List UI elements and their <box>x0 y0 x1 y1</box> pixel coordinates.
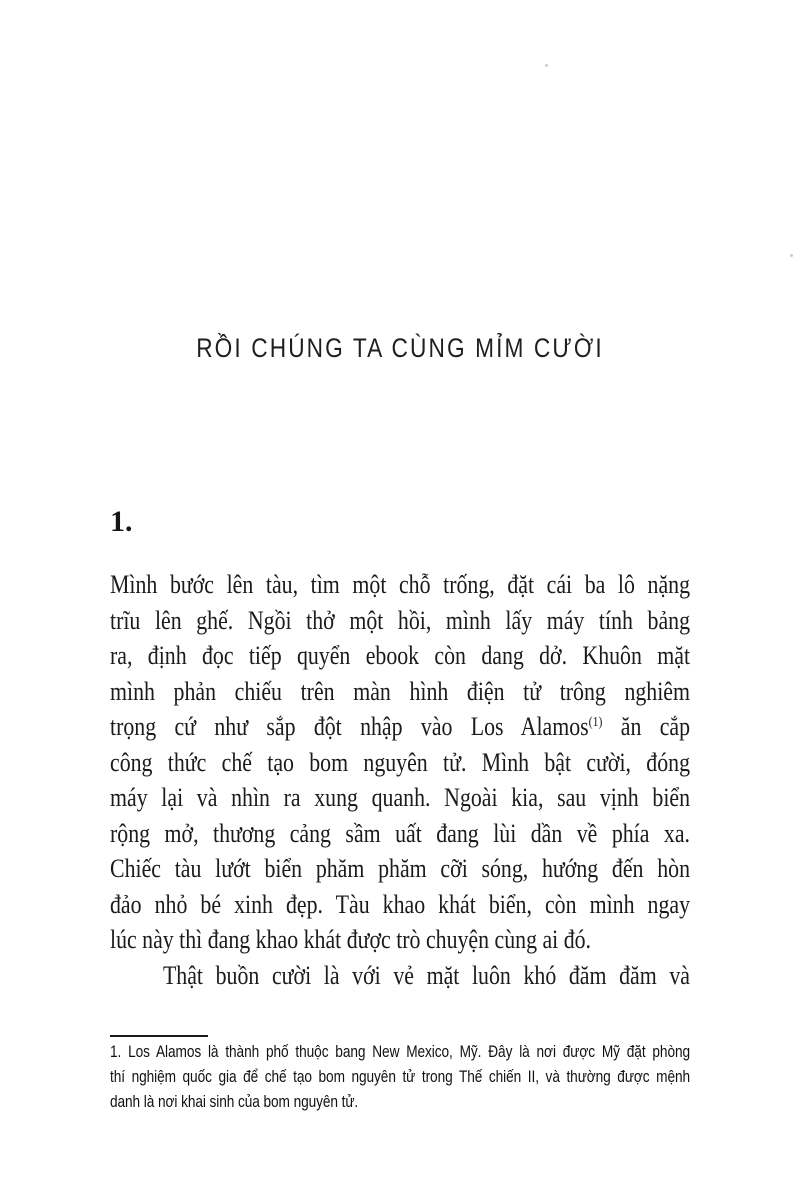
body-text-line: Chiếc tàu lướt biển phăm phăm cỡi sóng, hướng đến hòn <box>110 854 691 883</box>
scan-artifact-dot <box>790 254 793 257</box>
footnote-separator <box>110 1035 208 1037</box>
footnote-line: danh là nơi khai sinh của bom nguyên tử. <box>110 1093 359 1111</box>
scan-artifact-dot <box>545 64 548 67</box>
body-text-line: công thức chế tạo bom nguyên tử. Mình bật cười, đóng <box>110 747 691 777</box>
footnote-reference-marker: (1) <box>588 715 603 730</box>
footnote-line: 1. Los Alamos là thành phố thuộc bang New Mexico, Mỹ. Đây là nơi được Mỹ đặt phòng <box>110 1043 691 1061</box>
body-text-line: trĩu lên ghế. Ngồi thở một hồi, mình lấy máy tính bảng <box>110 605 691 635</box>
footnote-line: thí nghiệm quốc gia để chế tạo bom nguyên tử trong Thế chiến II, và thường được mệnh <box>110 1068 691 1086</box>
section-number: 1. <box>110 505 133 538</box>
body-text-line-paragraph-start: Thật buồn cười là với vẻ mặt luôn khó đăm đăm và <box>162 960 691 990</box>
body-text-line: đảo nhỏ bé xinh đẹp. Tàu khao khát biển, còn mình ngay <box>110 889 691 919</box>
body-text <box>110 567 800 993</box>
chapter-title: RỒI CHÚNG TA CÙNG MỈM CƯỜI <box>196 333 604 363</box>
body-text-line: mình phản chiếu trên màn hình điện tử trông nghiêm <box>110 676 691 706</box>
body-text-line: máy lại và nhìn ra xung quanh. Ngoài kia, sau vịnh biển <box>110 783 691 812</box>
body-text-line-with-footnote-ref <box>110 709 690 745</box>
body-text-line: rộng mở, thương cảng sầm uất đang lùi dần về phía xa. <box>110 818 691 848</box>
body-text-line: Mình bước lên tàu, tìm một chỗ trống, đặt cái ba lô nặng <box>110 570 691 599</box>
footnote <box>110 1040 800 1115</box>
body-text-segment: trọng cứ như sắp đột nhập vào Los Alamos <box>110 712 589 741</box>
body-text-line: ra, định đọc tiếp quyển ebook còn dang dở. Khuôn mặt <box>110 641 691 670</box>
body-text-line: lúc này thì đang khao khát được trò chuyện cùng ai đó. <box>110 925 592 954</box>
body-text-segment: ăn cắp <box>620 712 691 741</box>
